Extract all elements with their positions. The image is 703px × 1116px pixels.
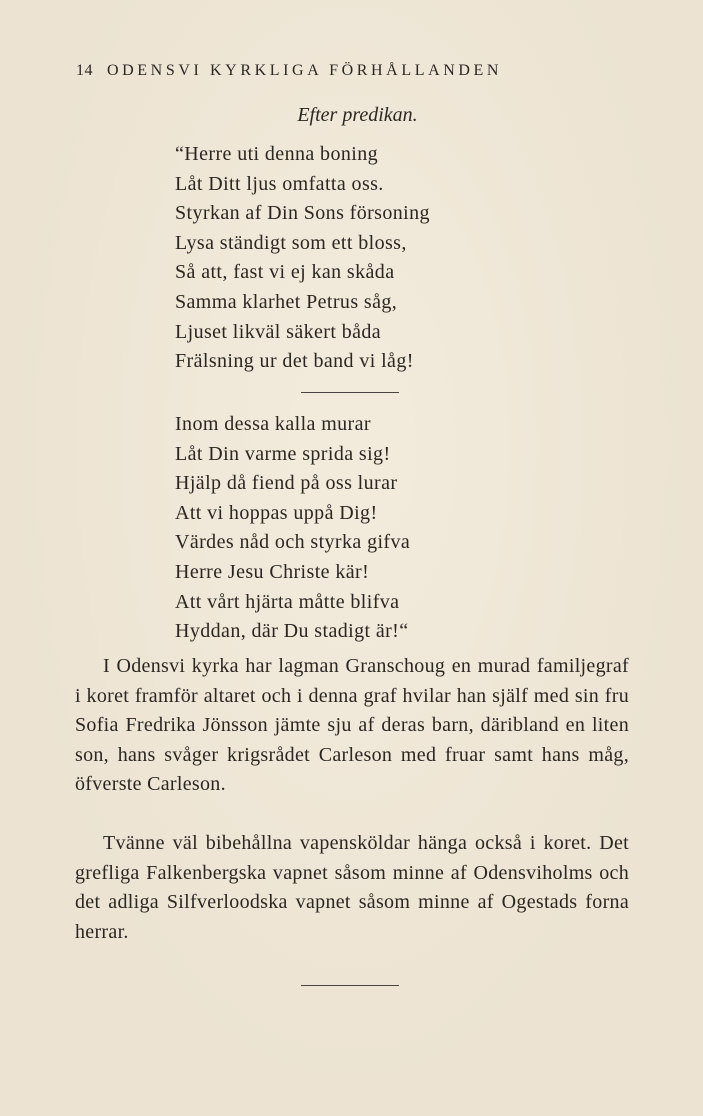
section-end-divider — [301, 985, 399, 986]
stanza-divider — [301, 392, 399, 393]
verse-line: Låt Din varme sprida sig! — [175, 442, 391, 465]
verse-line: Styrkan af Din Sons försoning — [175, 202, 430, 225]
verse-line: Herre Jesu Christe kär! — [175, 560, 370, 583]
verse-line: Så att, fast vi ej kan skåda — [175, 261, 395, 284]
verse-line: Hjälp då fiend på oss lurar — [175, 472, 398, 495]
verse-line: Värdes nåd och styrka gifva — [175, 531, 411, 554]
verse-line: Lysa ständigt som ett bloss, — [175, 231, 407, 254]
section-title: Efter predikan. — [297, 104, 418, 126]
verse-line: “Herre uti denna boning — [175, 143, 379, 165]
verse-line: Ljuset likväl säkert båda — [175, 320, 382, 343]
verse-line: Hyddan, där Du stadigt är!“ — [175, 620, 409, 643]
running-head — [76, 62, 502, 80]
verse-line: Frälsning ur det band vi låg! — [175, 350, 414, 373]
hymn-stanza-2 — [175, 410, 410, 647]
body-paragraph: Tvänne väl bibehållna vapensköldar hänga också i koret. Det grefliga Falkenbergska vapnet såsom minne af Odensviholms och det adliga Silfverloodska vapnet såsom minne af Ogestads forna herrar. — [75, 832, 629, 943]
page-number: 14 — [76, 62, 93, 79]
body-paragraph: I Odensvi kyrka har lagman Granschoug en murad familjegraf i koret framför altaret och i denna graf hvilar han själf med sin fru Sofia Fredrika Jönsson jämte sju af deras barn, däribland en liten son, hans svåger krigsrådet Carleson med fruar samt hans måg, öfverste Carleson. — [75, 655, 629, 796]
verse-line: Att vi hoppas uppå Dig! — [175, 501, 378, 524]
verse-line: Låt Ditt ljus omfatta oss. — [175, 172, 384, 195]
verse-line: Inom dessa kalla murar — [175, 413, 371, 435]
verse-line: Samma klarhet Petrus såg, — [175, 290, 398, 313]
running-head-title: ODENSVI KYRKLIGA FÖRHÅLLANDEN — [107, 62, 503, 79]
hymn-stanza-1 — [175, 140, 430, 377]
verse-line: Att vårt hjärta måtte blifva — [175, 590, 400, 613]
